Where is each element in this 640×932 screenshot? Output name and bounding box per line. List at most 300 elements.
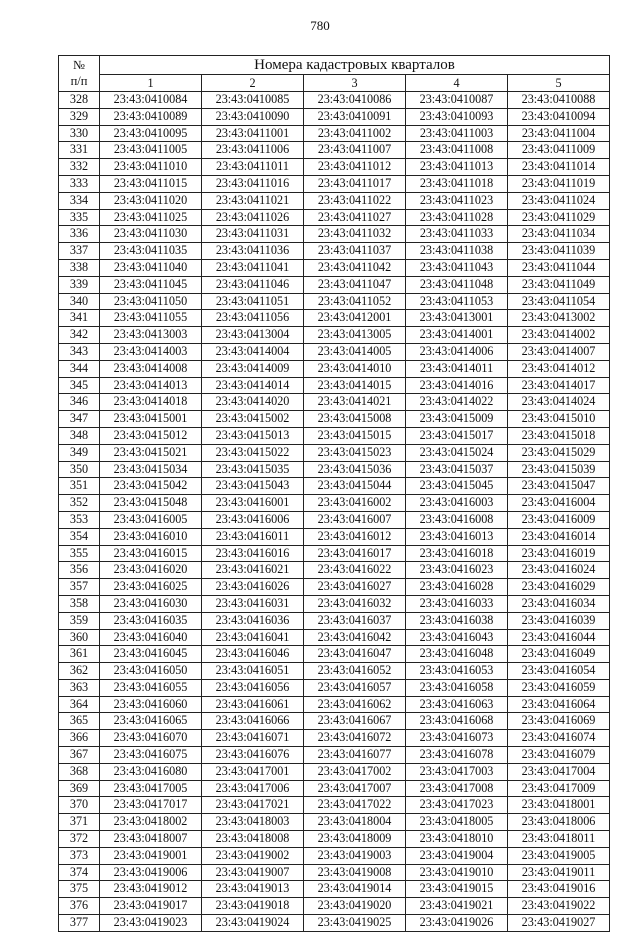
row-number-cell: 352 bbox=[59, 495, 100, 512]
cadastral-number-cell: 23:43:0416010 bbox=[100, 528, 202, 545]
row-number-cell: 365 bbox=[59, 713, 100, 730]
cadastral-number-cell: 23:43:0416074 bbox=[508, 730, 610, 747]
table-header bbox=[59, 56, 610, 92]
cadastral-number-cell: 23:43:0418006 bbox=[508, 814, 610, 831]
cadastral-number-cell: 23:43:0416009 bbox=[508, 511, 610, 528]
table-row bbox=[59, 327, 610, 344]
cadastral-number-cell: 23:43:0415036 bbox=[304, 461, 406, 478]
cadastral-number-cell: 23:43:0411055 bbox=[100, 310, 202, 327]
cadastral-number-cell: 23:43:0415047 bbox=[508, 478, 610, 495]
cadastral-number-cell: 23:43:0419010 bbox=[406, 864, 508, 881]
cadastral-number-cell: 23:43:0419012 bbox=[100, 881, 202, 898]
cadastral-number-cell: 23:43:0419013 bbox=[202, 881, 304, 898]
cadastral-number-cell: 23:43:0417003 bbox=[406, 763, 508, 780]
table-row bbox=[59, 461, 610, 478]
column-header-2: 2 bbox=[202, 75, 304, 92]
cadastral-number-cell: 23:43:0416062 bbox=[304, 696, 406, 713]
cadastral-number-cell: 23:43:0414021 bbox=[304, 394, 406, 411]
cadastral-number-cell: 23:43:0417021 bbox=[202, 797, 304, 814]
cadastral-number-cell: 23:43:0415044 bbox=[304, 478, 406, 495]
cadastral-number-cell: 23:43:0416014 bbox=[508, 528, 610, 545]
cadastral-number-cell: 23:43:0410091 bbox=[304, 108, 406, 125]
cadastral-number-cell: 23:43:0417006 bbox=[202, 780, 304, 797]
row-number-cell: 356 bbox=[59, 562, 100, 579]
cadastral-number-cell: 23:43:0417017 bbox=[100, 797, 202, 814]
row-number-cell: 351 bbox=[59, 478, 100, 495]
cadastral-number-cell: 23:43:0416054 bbox=[508, 663, 610, 680]
row-number-cell: 338 bbox=[59, 259, 100, 276]
row-number-cell: 339 bbox=[59, 276, 100, 293]
cadastral-number-cell: 23:43:0419005 bbox=[508, 847, 610, 864]
table-row bbox=[59, 763, 610, 780]
cadastral-number-cell: 23:43:0410090 bbox=[202, 108, 304, 125]
cadastral-number-cell: 23:43:0414005 bbox=[304, 343, 406, 360]
table-row bbox=[59, 226, 610, 243]
cadastral-number-cell: 23:43:0411016 bbox=[202, 175, 304, 192]
table-row bbox=[59, 612, 610, 629]
cadastral-number-cell: 23:43:0411048 bbox=[406, 276, 508, 293]
cadastral-number-cell: 23:43:0411026 bbox=[202, 209, 304, 226]
row-number-cell: 334 bbox=[59, 192, 100, 209]
table-row bbox=[59, 864, 610, 881]
row-number-cell: 347 bbox=[59, 411, 100, 428]
cadastral-number-cell: 23:43:0411014 bbox=[508, 159, 610, 176]
table-row bbox=[59, 427, 610, 444]
cadastral-number-cell: 23:43:0411004 bbox=[508, 125, 610, 142]
cadastral-number-cell: 23:43:0418005 bbox=[406, 814, 508, 831]
cadastral-number-cell: 23:43:0411003 bbox=[406, 125, 508, 142]
row-number-cell: 328 bbox=[59, 92, 100, 109]
cadastral-number-cell: 23:43:0416055 bbox=[100, 679, 202, 696]
row-number-cell: 329 bbox=[59, 108, 100, 125]
cadastral-number-cell: 23:43:0419020 bbox=[304, 898, 406, 915]
table-row bbox=[59, 276, 610, 293]
row-number-cell: 336 bbox=[59, 226, 100, 243]
row-number-cell: 330 bbox=[59, 125, 100, 142]
row-number-cell: 360 bbox=[59, 629, 100, 646]
cadastral-number-cell: 23:43:0411053 bbox=[406, 293, 508, 310]
cadastral-number-cell: 23:43:0416080 bbox=[100, 763, 202, 780]
cadastral-number-cell: 23:43:0411040 bbox=[100, 259, 202, 276]
cadastral-number-cell: 23:43:0415045 bbox=[406, 478, 508, 495]
row-number-cell: 345 bbox=[59, 377, 100, 394]
cadastral-number-cell: 23:43:0416022 bbox=[304, 562, 406, 579]
table-row bbox=[59, 478, 610, 495]
cadastral-number-cell: 23:43:0411006 bbox=[202, 142, 304, 159]
cadastral-number-cell: 23:43:0417009 bbox=[508, 780, 610, 797]
cadastral-number-cell: 23:43:0411035 bbox=[100, 243, 202, 260]
cadastral-number-cell: 23:43:0419021 bbox=[406, 898, 508, 915]
cadastral-number-cell: 23:43:0414012 bbox=[508, 360, 610, 377]
row-number-cell: 377 bbox=[59, 915, 100, 932]
table-row bbox=[59, 411, 610, 428]
cadastral-number-cell: 23:43:0416019 bbox=[508, 545, 610, 562]
row-number-cell: 332 bbox=[59, 159, 100, 176]
cadastral-number-cell: 23:43:0411054 bbox=[508, 293, 610, 310]
cadastral-number-cell: 23:43:0411008 bbox=[406, 142, 508, 159]
cadastral-number-cell: 23:43:0411015 bbox=[100, 175, 202, 192]
cadastral-number-cell: 23:43:0414007 bbox=[508, 343, 610, 360]
cadastral-number-cell: 23:43:0414020 bbox=[202, 394, 304, 411]
cadastral-number-cell: 23:43:0416075 bbox=[100, 747, 202, 764]
cadastral-number-cell: 23:43:0415023 bbox=[304, 444, 406, 461]
row-number-cell: 354 bbox=[59, 528, 100, 545]
cadastral-number-cell: 23:43:0418003 bbox=[202, 814, 304, 831]
cadastral-number-cell: 23:43:0416056 bbox=[202, 679, 304, 696]
cadastral-number-cell: 23:43:0416076 bbox=[202, 747, 304, 764]
cadastral-number-cell: 23:43:0414003 bbox=[100, 343, 202, 360]
column-header-5: 5 bbox=[508, 75, 610, 92]
cadastral-number-cell: 23:43:0416045 bbox=[100, 646, 202, 663]
cadastral-number-cell: 23:43:0418010 bbox=[406, 831, 508, 848]
table-row bbox=[59, 696, 610, 713]
cadastral-number-cell: 23:43:0411023 bbox=[406, 192, 508, 209]
cadastral-number-cell: 23:43:0416038 bbox=[406, 612, 508, 629]
cadastral-number-cell: 23:43:0416073 bbox=[406, 730, 508, 747]
row-number-cell: 368 bbox=[59, 763, 100, 780]
table-row bbox=[59, 142, 610, 159]
cadastral-number-cell: 23:43:0419003 bbox=[304, 847, 406, 864]
cadastral-number-cell: 23:43:0414014 bbox=[202, 377, 304, 394]
table-row bbox=[59, 209, 610, 226]
cadastral-number-cell: 23:43:0411025 bbox=[100, 209, 202, 226]
table-row bbox=[59, 243, 610, 260]
row-number-cell: 367 bbox=[59, 747, 100, 764]
row-number-cell: 375 bbox=[59, 881, 100, 898]
column-header-1: 1 bbox=[100, 75, 202, 92]
cadastral-number-cell: 23:43:0413002 bbox=[508, 310, 610, 327]
cadastral-number-cell: 23:43:0415010 bbox=[508, 411, 610, 428]
row-number-cell: 366 bbox=[59, 730, 100, 747]
cadastral-number-cell: 23:43:0411034 bbox=[508, 226, 610, 243]
cadastral-number-cell: 23:43:0410085 bbox=[202, 92, 304, 109]
cadastral-number-cell: 23:43:0411036 bbox=[202, 243, 304, 260]
cadastral-number-cell: 23:43:0416001 bbox=[202, 495, 304, 512]
cadastral-number-cell: 23:43:0419017 bbox=[100, 898, 202, 915]
row-number-cell: 343 bbox=[59, 343, 100, 360]
table-row bbox=[59, 293, 610, 310]
cadastral-number-cell: 23:43:0416003 bbox=[406, 495, 508, 512]
cadastral-number-cell: 23:43:0419027 bbox=[508, 915, 610, 932]
cadastral-number-cell: 23:43:0416072 bbox=[304, 730, 406, 747]
cadastral-number-cell: 23:43:0416021 bbox=[202, 562, 304, 579]
column-header-4: 4 bbox=[406, 75, 508, 92]
cadastral-number-cell: 23:43:0418011 bbox=[508, 831, 610, 848]
cadastral-number-cell: 23:43:0419024 bbox=[202, 915, 304, 932]
cadastral-number-cell: 23:43:0414010 bbox=[304, 360, 406, 377]
cadastral-number-cell: 23:43:0417022 bbox=[304, 797, 406, 814]
table-row bbox=[59, 730, 610, 747]
cadastral-number-cell: 23:43:0417007 bbox=[304, 780, 406, 797]
row-number-cell: 363 bbox=[59, 679, 100, 696]
cadastral-number-cell: 23:43:0416018 bbox=[406, 545, 508, 562]
cadastral-number-cell: 23:43:0416042 bbox=[304, 629, 406, 646]
cadastral-number-cell: 23:43:0416017 bbox=[304, 545, 406, 562]
row-number-cell: 341 bbox=[59, 310, 100, 327]
cadastral-number-cell: 23:43:0411051 bbox=[202, 293, 304, 310]
row-number-cell: 353 bbox=[59, 511, 100, 528]
table-row bbox=[59, 797, 610, 814]
cadastral-number-cell: 23:43:0417005 bbox=[100, 780, 202, 797]
cadastral-number-cell: 23:43:0416040 bbox=[100, 629, 202, 646]
table-row bbox=[59, 360, 610, 377]
cadastral-number-cell: 23:43:0416002 bbox=[304, 495, 406, 512]
table-body bbox=[59, 92, 610, 932]
row-number-cell: 357 bbox=[59, 579, 100, 596]
table-row bbox=[59, 377, 610, 394]
cadastral-number-cell: 23:43:0414016 bbox=[406, 377, 508, 394]
cadastral-number-cell: 23:43:0415018 bbox=[508, 427, 610, 444]
cadastral-number-cell: 23:43:0419004 bbox=[406, 847, 508, 864]
cadastral-number-cell: 23:43:0416069 bbox=[508, 713, 610, 730]
header-row-top bbox=[59, 56, 610, 75]
cadastral-number-cell: 23:43:0416064 bbox=[508, 696, 610, 713]
cadastral-number-cell: 23:43:0411002 bbox=[304, 125, 406, 142]
row-number-cell: 348 bbox=[59, 427, 100, 444]
number-sign: № bbox=[73, 57, 85, 72]
cadastral-number-cell: 23:43:0415001 bbox=[100, 411, 202, 428]
table-row bbox=[59, 511, 610, 528]
table-row bbox=[59, 579, 610, 596]
cadastral-number-cell: 23:43:0415042 bbox=[100, 478, 202, 495]
table-row bbox=[59, 108, 610, 125]
table-row bbox=[59, 629, 610, 646]
cadastral-number-cell: 23:43:0411046 bbox=[202, 276, 304, 293]
row-number-cell: 335 bbox=[59, 209, 100, 226]
cadastral-number-cell: 23:43:0418002 bbox=[100, 814, 202, 831]
cadastral-number-cell: 23:43:0416047 bbox=[304, 646, 406, 663]
cadastral-number-cell: 23:43:0415017 bbox=[406, 427, 508, 444]
cadastral-number-cell: 23:43:0416060 bbox=[100, 696, 202, 713]
cadastral-number-cell: 23:43:0416034 bbox=[508, 595, 610, 612]
cadastral-number-cell: 23:43:0411056 bbox=[202, 310, 304, 327]
header-row-columns bbox=[59, 75, 610, 92]
cadastral-number-cell: 23:43:0411045 bbox=[100, 276, 202, 293]
cadastral-number-cell: 23:43:0410088 bbox=[508, 92, 610, 109]
cadastral-number-cell: 23:43:0419015 bbox=[406, 881, 508, 898]
group-title-header: Номера кадастровых кварталов bbox=[100, 56, 610, 75]
cadastral-number-cell: 23:43:0411028 bbox=[406, 209, 508, 226]
cadastral-quarters-table bbox=[58, 55, 610, 932]
table-row bbox=[59, 663, 610, 680]
cadastral-number-cell: 23:43:0415039 bbox=[508, 461, 610, 478]
cadastral-number-cell: 23:43:0416071 bbox=[202, 730, 304, 747]
cadastral-number-cell: 23:43:0416051 bbox=[202, 663, 304, 680]
row-number-cell: 364 bbox=[59, 696, 100, 713]
cadastral-number-cell: 23:43:0416078 bbox=[406, 747, 508, 764]
cadastral-number-cell: 23:43:0418001 bbox=[508, 797, 610, 814]
row-number-cell: 331 bbox=[59, 142, 100, 159]
cadastral-number-cell: 23:43:0416029 bbox=[508, 579, 610, 596]
cadastral-number-cell: 23:43:0416007 bbox=[304, 511, 406, 528]
cadastral-number-cell: 23:43:0416066 bbox=[202, 713, 304, 730]
cadastral-number-cell: 23:43:0411013 bbox=[406, 159, 508, 176]
table-row bbox=[59, 847, 610, 864]
table-row bbox=[59, 545, 610, 562]
cadastral-number-cell: 23:43:0418007 bbox=[100, 831, 202, 848]
cadastral-number-cell: 23:43:0416012 bbox=[304, 528, 406, 545]
cadastral-number-cell: 23:43:0410095 bbox=[100, 125, 202, 142]
cadastral-number-cell: 23:43:0416020 bbox=[100, 562, 202, 579]
cadastral-number-cell: 23:43:0411037 bbox=[304, 243, 406, 260]
cadastral-number-cell: 23:43:0411042 bbox=[304, 259, 406, 276]
row-number-cell: 373 bbox=[59, 847, 100, 864]
cadastral-number-cell: 23:43:0417001 bbox=[202, 763, 304, 780]
cadastral-number-cell: 23:43:0416053 bbox=[406, 663, 508, 680]
cadastral-number-cell: 23:43:0415022 bbox=[202, 444, 304, 461]
cadastral-number-cell: 23:43:0410086 bbox=[304, 92, 406, 109]
cadastral-number-cell: 23:43:0416032 bbox=[304, 595, 406, 612]
row-number-cell: 333 bbox=[59, 175, 100, 192]
cadastral-number-cell: 23:43:0414017 bbox=[508, 377, 610, 394]
cadastral-number-cell: 23:43:0411007 bbox=[304, 142, 406, 159]
cadastral-number-cell: 23:43:0411020 bbox=[100, 192, 202, 209]
row-number-cell: 350 bbox=[59, 461, 100, 478]
row-number-cell: 355 bbox=[59, 545, 100, 562]
table-row bbox=[59, 814, 610, 831]
cadastral-number-cell: 23:43:0411005 bbox=[100, 142, 202, 159]
table-row bbox=[59, 915, 610, 932]
row-number-cell: 337 bbox=[59, 243, 100, 260]
row-number-cell: 346 bbox=[59, 394, 100, 411]
cadastral-number-cell: 23:43:0411044 bbox=[508, 259, 610, 276]
row-number-cell: 362 bbox=[59, 663, 100, 680]
cadastral-number-cell: 23:43:0411039 bbox=[508, 243, 610, 260]
cadastral-number-cell: 23:43:0419007 bbox=[202, 864, 304, 881]
cadastral-number-cell: 23:43:0416026 bbox=[202, 579, 304, 596]
cadastral-number-cell: 23:43:0410089 bbox=[100, 108, 202, 125]
row-number-cell: 349 bbox=[59, 444, 100, 461]
table-row bbox=[59, 713, 610, 730]
cadastral-number-cell: 23:43:0414024 bbox=[508, 394, 610, 411]
cadastral-number-cell: 23:43:0411019 bbox=[508, 175, 610, 192]
cadastral-number-cell: 23:43:0415037 bbox=[406, 461, 508, 478]
cadastral-number-cell: 23:43:0416024 bbox=[508, 562, 610, 579]
cadastral-number-cell: 23:43:0413001 bbox=[406, 310, 508, 327]
cadastral-number-cell: 23:43:0419002 bbox=[202, 847, 304, 864]
cadastral-number-cell: 23:43:0416039 bbox=[508, 612, 610, 629]
cadastral-number-cell: 23:43:0415021 bbox=[100, 444, 202, 461]
cadastral-number-cell: 23:43:0414015 bbox=[304, 377, 406, 394]
cadastral-number-cell: 23:43:0416033 bbox=[406, 595, 508, 612]
cadastral-number-cell: 23:43:0416044 bbox=[508, 629, 610, 646]
cadastral-number-cell: 23:43:0419026 bbox=[406, 915, 508, 932]
cadastral-number-cell: 23:43:0411029 bbox=[508, 209, 610, 226]
table-row bbox=[59, 175, 610, 192]
cadastral-number-cell: 23:43:0414006 bbox=[406, 343, 508, 360]
cadastral-number-cell: 23:43:0415013 bbox=[202, 427, 304, 444]
row-number-cell: 342 bbox=[59, 327, 100, 344]
table-row bbox=[59, 92, 610, 109]
cadastral-number-cell: 23:43:0416004 bbox=[508, 495, 610, 512]
cadastral-number-cell: 23:43:0410094 bbox=[508, 108, 610, 125]
cadastral-number-cell: 23:43:0412001 bbox=[304, 310, 406, 327]
cadastral-number-cell: 23:43:0415012 bbox=[100, 427, 202, 444]
cadastral-number-cell: 23:43:0416063 bbox=[406, 696, 508, 713]
cadastral-number-cell: 23:43:0416068 bbox=[406, 713, 508, 730]
cadastral-number-cell: 23:43:0416077 bbox=[304, 747, 406, 764]
cadastral-number-cell: 23:43:0414011 bbox=[406, 360, 508, 377]
cadastral-number-cell: 23:43:0416061 bbox=[202, 696, 304, 713]
cadastral-number-cell: 23:43:0411031 bbox=[202, 226, 304, 243]
cadastral-number-cell: 23:43:0414009 bbox=[202, 360, 304, 377]
cadastral-number-cell: 23:43:0410093 bbox=[406, 108, 508, 125]
cadastral-number-cell: 23:43:0414018 bbox=[100, 394, 202, 411]
cadastral-number-cell: 23:43:0416035 bbox=[100, 612, 202, 629]
cadastral-number-cell: 23:43:0416070 bbox=[100, 730, 202, 747]
row-number-cell: 344 bbox=[59, 360, 100, 377]
cadastral-number-cell: 23:43:0416023 bbox=[406, 562, 508, 579]
cadastral-number-cell: 23:43:0419016 bbox=[508, 881, 610, 898]
cadastral-number-cell: 23:43:0416067 bbox=[304, 713, 406, 730]
page-number: 780 bbox=[310, 18, 330, 33]
row-number-cell: 361 bbox=[59, 646, 100, 663]
cadastral-number-cell: 23:43:0416011 bbox=[202, 528, 304, 545]
cadastral-number-cell: 23:43:0411022 bbox=[304, 192, 406, 209]
cadastral-number-cell: 23:43:0419006 bbox=[100, 864, 202, 881]
row-number-cell: 374 bbox=[59, 864, 100, 881]
cadastral-number-cell: 23:43:0416041 bbox=[202, 629, 304, 646]
cadastral-number-cell: 23:43:0411011 bbox=[202, 159, 304, 176]
cadastral-number-cell: 23:43:0418008 bbox=[202, 831, 304, 848]
cadastral-number-cell: 23:43:0411032 bbox=[304, 226, 406, 243]
cadastral-number-cell: 23:43:0415048 bbox=[100, 495, 202, 512]
row-number-cell: 372 bbox=[59, 831, 100, 848]
row-number-cell: 359 bbox=[59, 612, 100, 629]
cadastral-number-cell: 23:43:0411043 bbox=[406, 259, 508, 276]
cadastral-number-cell: 23:43:0416043 bbox=[406, 629, 508, 646]
cadastral-number-cell: 23:43:0419001 bbox=[100, 847, 202, 864]
cadastral-number-cell: 23:43:0416037 bbox=[304, 612, 406, 629]
row-number-cell: 370 bbox=[59, 797, 100, 814]
cadastral-number-cell: 23:43:0416028 bbox=[406, 579, 508, 596]
cadastral-number-cell: 23:43:0414022 bbox=[406, 394, 508, 411]
cadastral-number-cell: 23:43:0411049 bbox=[508, 276, 610, 293]
cadastral-number-cell: 23:43:0416052 bbox=[304, 663, 406, 680]
cadastral-number-cell: 23:43:0416005 bbox=[100, 511, 202, 528]
cadastral-number-cell: 23:43:0419011 bbox=[508, 864, 610, 881]
cadastral-number-cell: 23:43:0419018 bbox=[202, 898, 304, 915]
cadastral-number-cell: 23:43:0415008 bbox=[304, 411, 406, 428]
cadastral-number-cell: 23:43:0416008 bbox=[406, 511, 508, 528]
cadastral-number-cell: 23:43:0416057 bbox=[304, 679, 406, 696]
cadastral-number-cell: 23:43:0411047 bbox=[304, 276, 406, 293]
cadastral-number-cell: 23:43:0416027 bbox=[304, 579, 406, 596]
cadastral-number-cell: 23:43:0413004 bbox=[202, 327, 304, 344]
cadastral-number-cell: 23:43:0416015 bbox=[100, 545, 202, 562]
cadastral-number-cell: 23:43:0411030 bbox=[100, 226, 202, 243]
table-row bbox=[59, 495, 610, 512]
cadastral-number-cell: 23:43:0411041 bbox=[202, 259, 304, 276]
cadastral-number-cell: 23:43:0417004 bbox=[508, 763, 610, 780]
cadastral-number-cell: 23:43:0414002 bbox=[508, 327, 610, 344]
cadastral-number-cell: 23:43:0411017 bbox=[304, 175, 406, 192]
cadastral-number-cell: 23:43:0418009 bbox=[304, 831, 406, 848]
cadastral-number-cell: 23:43:0411027 bbox=[304, 209, 406, 226]
row-number-header bbox=[59, 56, 100, 92]
table-row bbox=[59, 159, 610, 176]
cadastral-number-cell: 23:43:0416016 bbox=[202, 545, 304, 562]
cadastral-number-cell: 23:43:0415035 bbox=[202, 461, 304, 478]
cadastral-number-cell: 23:43:0410084 bbox=[100, 92, 202, 109]
cadastral-number-cell: 23:43:0419025 bbox=[304, 915, 406, 932]
table-row bbox=[59, 780, 610, 797]
table-row bbox=[59, 125, 610, 142]
cadastral-number-cell: 23:43:0411050 bbox=[100, 293, 202, 310]
cadastral-number-cell: 23:43:0411010 bbox=[100, 159, 202, 176]
cadastral-number-cell: 23:43:0413003 bbox=[100, 327, 202, 344]
cadastral-number-cell: 23:43:0416006 bbox=[202, 511, 304, 528]
